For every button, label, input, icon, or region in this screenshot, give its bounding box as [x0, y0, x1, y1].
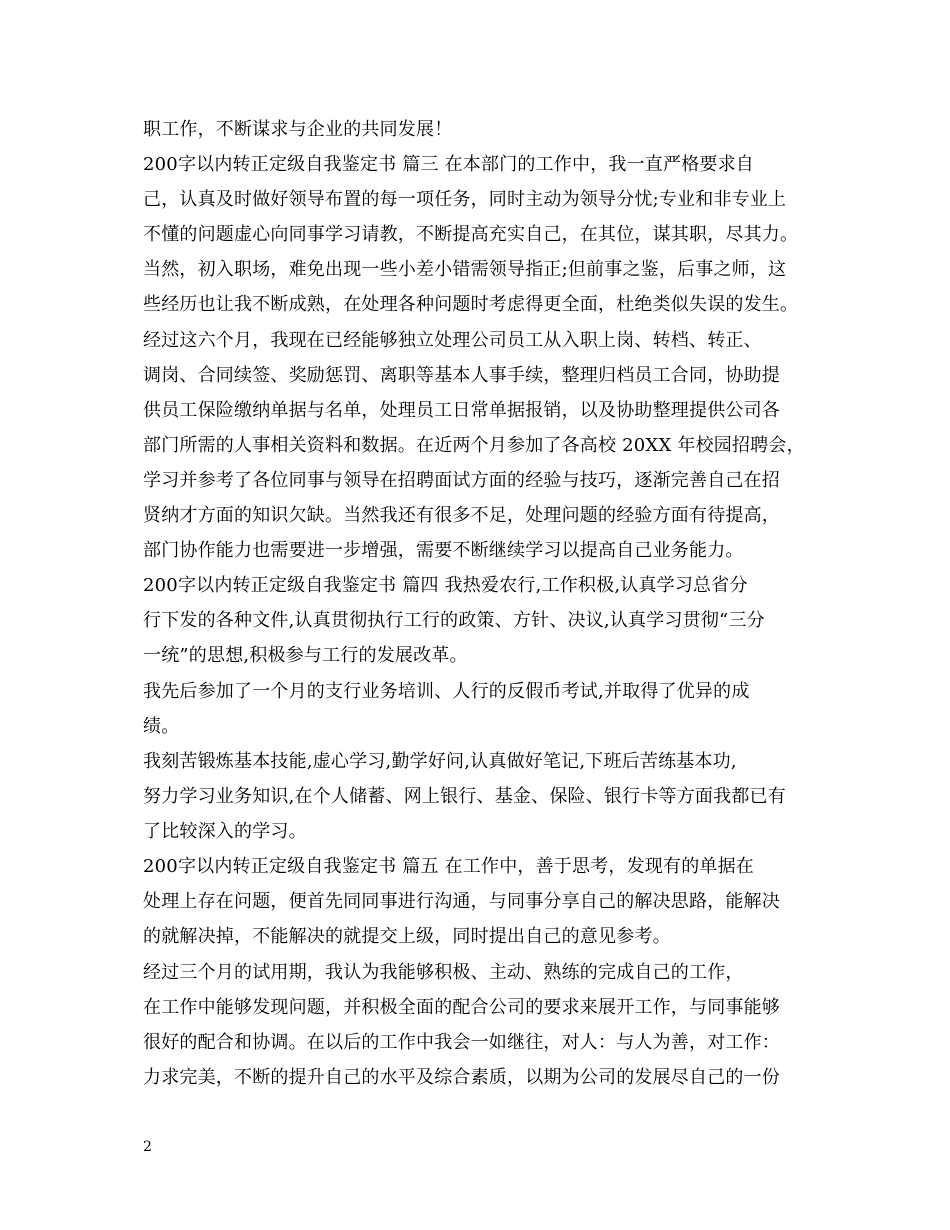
text-line: 部门协作能力也需要进一步增强，需要不断继续学习以提高自己业务能力。	[143, 540, 744, 561]
text-line: 在工作中能够发现问题，并积极全面的配合公司的要求来展开工作，与同事能够	[143, 997, 780, 1018]
text-line: 部门所需的人事相关资料和数据。在近两个月参加了各高校 20XX 年校园招聘会，	[143, 435, 805, 456]
text-line: 一统”的思想,积极参与工行的发展改革。	[143, 645, 468, 666]
text-line: 经过三个月的试用期，我认为我能够积极、主动、熟练的完成自己的工作，	[143, 962, 744, 983]
section-heading-line: 200字以内转正定级自我鉴定书 篇三 在本部门的工作中，我一直严格要求自	[143, 154, 754, 175]
text-line: 处理上存在问题，便首先同同事进行沟通，与同事分享自己的解决思路，能解决	[143, 891, 780, 912]
text-line: 己，认真及时做好领导布置的每一项任务，同时主动为领导分忧;专业和非专业上	[143, 189, 787, 210]
text-line: 贤纳才方面的知识欠缺。当然我还有很多不足，处理问题的经验方面有待提高，	[143, 505, 780, 526]
text-line: 了比较深入的学习。	[143, 821, 307, 842]
text-line: 绩。	[143, 716, 180, 737]
text-line: 很好的配合和协调。在以后的工作中我会一如继往，对人：与人为善，对工作：	[143, 1032, 780, 1053]
text-line: 学习并参考了各位同事与领导在招聘面试方面的经验与技巧，逐渐完善自己在招	[143, 470, 780, 491]
text-line: 经过这六个月，我现在已经能够独立处理公司员工从入职上岗、转档、转正、	[143, 330, 762, 351]
text-line: 不懂的问题虚心向同事学习请教，不断提高充实自己，在其位，谋其职，尽其力。	[143, 224, 799, 245]
text-line: 我先后参加了一个月的支行业务培训、人行的反假币考试,并取得了优异的成	[143, 681, 750, 702]
page-number: 2	[143, 1139, 152, 1155]
text-line: 的就解决掉，不能解决的就提交上级，同时提出自己的意见参考。	[143, 926, 671, 947]
text-line: 职工作，不断谋求与企业的共同发展！	[143, 119, 453, 140]
section-heading-line: 200字以内转正定级自我鉴定书 篇四 我热爱农行,工作积极,认真学习总省分	[143, 575, 748, 596]
text-line: 些经历也让我不断成熟，在处理各种问题时考虑得更全面，杜绝类似失误的发生。	[143, 294, 799, 315]
text-line: 当然，初入职场，难免出现一些小差小错需领导指正;但前事之鉴，后事之师，这	[143, 259, 787, 280]
section-heading-line: 200字以内转正定级自我鉴定书 篇五 在工作中，善于思考，发现有的单据在	[143, 856, 754, 877]
text-line: 我刻苦锻炼基本技能,虚心学习,勤学好问,认真做好笔记,下班后苦练基本功,	[143, 751, 737, 772]
text-line: 努力学习业务知识,在个人储蓄、网上银行、基金、保险、银行卡等方面我都已有	[143, 786, 786, 807]
text-line: 调岗、合同续签、奖励惩罚、离职等基本人事手续，整理归档员工合同，协助提	[143, 365, 780, 386]
text-line: 行下发的各种文件,认真贯彻执行工行的政策、方针、决议,认真学习贯彻“三分	[143, 610, 765, 631]
text-line: 供员工保险缴纳单据与名单，处理员工日常单据报销，以及协助整理提供公司各	[143, 400, 780, 421]
text-line: 力求完美，不断的提升自己的水平及综合素质，以期为公司的发展尽自己的一份	[143, 1067, 780, 1088]
